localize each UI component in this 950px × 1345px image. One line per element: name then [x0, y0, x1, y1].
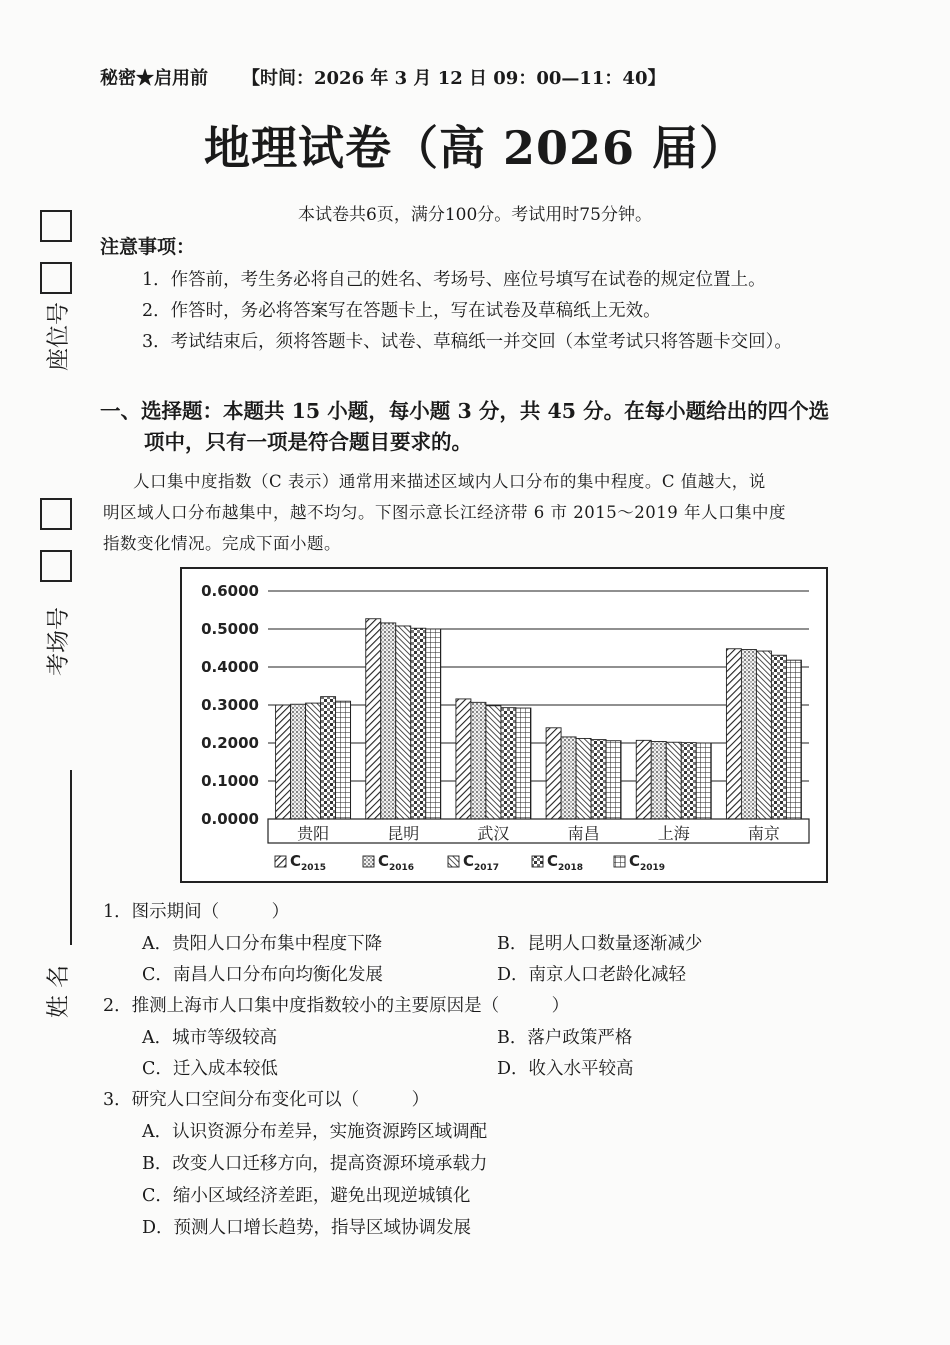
- legend-swatch: [448, 856, 459, 867]
- y-tick-label: 0.2000: [201, 734, 259, 752]
- category-label: 南京: [747, 824, 780, 843]
- legend-swatch: [532, 856, 543, 867]
- bar: [516, 708, 531, 819]
- question-option[interactable]: D．南京人口老龄化减轻: [497, 965, 687, 985]
- room-label: 考场号: [45, 607, 72, 676]
- y-tick-label: 0.0000: [201, 810, 259, 828]
- question-stem: 1．图示期间（ ）: [103, 902, 290, 922]
- intro-line: 指数变化情况。完成下面小题。: [103, 534, 341, 553]
- bar: [726, 649, 741, 819]
- question-option[interactable]: C．迁入成本较低: [142, 1059, 278, 1079]
- question-stem: 2．推测上海市人口集中度指数较小的主要原因是（ ）: [103, 996, 570, 1016]
- category-label: 昆明: [387, 824, 420, 843]
- seat-box[interactable]: [40, 262, 72, 294]
- bar: [561, 737, 576, 819]
- question-option[interactable]: D．收入水平较高: [497, 1059, 634, 1079]
- name-line[interactable]: [70, 770, 72, 945]
- question-option[interactable]: A．认识资源分布差异，实施资源跨区域调配: [142, 1122, 488, 1142]
- exam-time: 【时间：2026 年 3 月 12 日 09：00—11：40】: [242, 68, 666, 89]
- bar: [306, 703, 321, 819]
- question-option[interactable]: B．落户政策严格: [497, 1028, 633, 1048]
- exam-header: [100, 64, 665, 90]
- population-concentration-chart: [180, 567, 828, 883]
- bar: [636, 740, 651, 819]
- legend-swatch: [275, 856, 286, 867]
- bar: [651, 741, 666, 819]
- bar: [321, 697, 336, 819]
- intro-line: 明区域人口分布越集中，越不均匀。下图示意长江经济带 6 市 2015～2019 年人口集中度: [103, 503, 786, 522]
- category-label: 上海: [657, 824, 690, 843]
- section-line: 项中，只有一项是符合题目要求的。: [144, 430, 472, 454]
- bar: [741, 650, 756, 819]
- question-option[interactable]: A．贵阳人口分布集中程度下降: [142, 934, 383, 954]
- question-option[interactable]: C．南昌人口分布向均衡化发展: [142, 965, 383, 985]
- bar: [366, 619, 381, 819]
- bar: [471, 702, 486, 819]
- legend-label: $C_{2015}$: [290, 852, 327, 873]
- section-line: 一、选择题：本题共 15 小题，每小题 3 分，共 45 分。在每小题给出的四个选: [100, 399, 830, 423]
- bar: [276, 705, 291, 819]
- question-option[interactable]: C．缩小区域经济差距，避免出现逆城镇化: [142, 1186, 471, 1206]
- bar: [381, 623, 396, 819]
- legend-label: $C_{2019}$: [629, 852, 666, 873]
- section-heading: [100, 396, 880, 458]
- y-tick-label: 0.5000: [201, 620, 259, 638]
- bar: [486, 706, 501, 819]
- notice-heading: 注意事项：: [100, 236, 196, 258]
- legend-label: $C_{2016}$: [378, 852, 415, 873]
- room-box[interactable]: [40, 550, 72, 582]
- seat-label: 座位号: [45, 302, 72, 371]
- bar: [696, 743, 711, 819]
- bar: [396, 626, 411, 819]
- bar: [291, 704, 306, 819]
- notice-item: 2．作答时，务必将答案写在答题卡上，写在试卷及草稿纸上无效。: [142, 301, 661, 321]
- notice-item: 3．考试结束后，须将答题卡、试卷、草稿纸一并交回（本堂考试只将答题卡交回）。: [142, 332, 792, 352]
- legend-label: $C_{2017}$: [463, 852, 500, 873]
- bar: [591, 740, 606, 819]
- y-tick-label: 0.6000: [201, 582, 259, 600]
- bar: [501, 708, 516, 819]
- question-option[interactable]: D．预测人口增长趋势，指导区域协调发展: [142, 1218, 472, 1238]
- room-box[interactable]: [40, 498, 72, 530]
- legend-swatch: [614, 856, 625, 867]
- category-label: 贵阳: [297, 824, 330, 843]
- question-intro: [103, 466, 873, 559]
- bar: [411, 628, 426, 819]
- bar: [456, 699, 471, 819]
- bar: [576, 738, 591, 819]
- bar: [786, 660, 801, 819]
- category-label: 南昌: [567, 824, 600, 843]
- question-option[interactable]: B．昆明人口数量逐渐减少: [497, 934, 703, 954]
- bar: [426, 629, 441, 819]
- bar: [756, 651, 771, 819]
- bar: [771, 655, 786, 819]
- bar: [681, 743, 696, 819]
- question-option[interactable]: B．改变人口迁移方向，提高资源环境承载力: [142, 1154, 488, 1174]
- bar: [336, 701, 351, 819]
- y-tick-label: 0.3000: [201, 696, 259, 714]
- confidential-mark: 秘密★启用前: [100, 68, 208, 89]
- legend-swatch: [363, 856, 374, 867]
- y-tick-label: 0.1000: [201, 772, 259, 790]
- category-axis-box: [268, 819, 809, 843]
- legend-label: $C_{2018}$: [547, 852, 584, 873]
- question-stem: 3．研究人口空间分布变化可以（ ）: [103, 1090, 430, 1110]
- intro-line: 人口集中度指数（C 表示）通常用来描述区域内人口分布的集中程度。C 值越大，说: [133, 472, 766, 491]
- question-option[interactable]: A．城市等级较高: [142, 1028, 278, 1048]
- bar: [666, 742, 681, 819]
- category-label: 武汉: [477, 824, 510, 843]
- y-tick-label: 0.4000: [201, 658, 259, 676]
- bar: [546, 728, 561, 819]
- name-label: 姓 名: [45, 964, 72, 1019]
- seat-box[interactable]: [40, 210, 72, 242]
- exam-subtitle: 本试卷共6页，满分100分。考试用时75分钟。: [298, 205, 652, 225]
- notice-item: 1．作答前，考生务必将自己的姓名、考场号、座位号填写在试卷的规定位置上。: [142, 270, 766, 290]
- page-title: 地理试卷（高 2026 届）: [203, 121, 747, 175]
- bar: [606, 741, 621, 819]
